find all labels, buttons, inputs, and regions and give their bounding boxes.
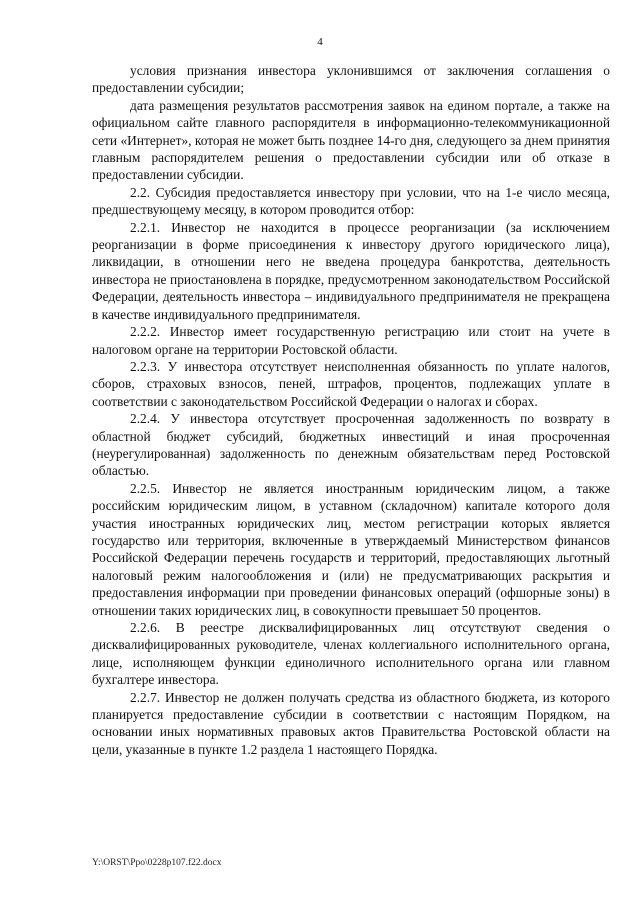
paragraph-2-2-5: 2.2.5. Инвестор не является иностранным юридическим лицом, а также российским юридическим лицом, в уставном (складочном) капитале которого доля участия иностранных юридических лиц, местом регистрации которых является государство или территория, включенные в утверждаемый Министерством финансов Российской Федерации перечень государств и территорий, предоставляющих льготный налоговый режим налогообложения и (или) не предусматривающих раскрытия и предоставления информации при проведении финансовых операций (офшорные зоны) в отношении таких юридических лиц, в совокупности превышает 50 процентов.	[92, 480, 610, 618]
paragraph-2-2-4: 2.2.4. У инвестора отсутствует просроченная задолженность по возврату в областной бюджет субсидий, бюджетных инвестиций и иная просроченная (неурегулированная) задолженность по денежным обязательствам перед Ростовской областью.	[92, 411, 610, 479]
paragraph-2-2-2: 2.2.2. Инвестор имеет государственную регистрацию или стоит на учете в налоговом органе на территории Ростовской области.	[92, 324, 610, 357]
paragraph-bid-evasion-conditions: условия признания инвестора уклонившимся от заключения соглашения о предоставлении субсидии;	[92, 63, 610, 96]
paragraph-2-2-3: 2.2.3. У инвестора отсутствует неисполненная обязанность по уплате налогов, сборов, страховых взносов, пеней, штрафов, процентов, подлежащих уплате в соответствии с законодательством Российской Федерации о налогах и сборах.	[92, 358, 610, 409]
paragraph-2-2-1: 2.2.1. Инвестор не находится в процессе реорганизации (за исключением реорганизации в форме присоединения к инвестору другого юридического лица), ликвидации, в отношении него не введена процедура банкротства, деятельность инвестора не приостановлена в порядке, предусмотренном законодательством Российской Федерации, деятельность инвестора – индивидуального предпринимателя не прекращена в качестве индивидуального предпринимателя.	[92, 219, 610, 322]
page-number: 4	[317, 36, 323, 48]
document-body	[92, 62, 610, 758]
paragraph-results-publication-date: дата размещения результатов рассмотрения заявок на едином портале, а также на официальном сайте главного распорядителя в информационно-телекоммуникационной сети «Интернет», которая не может быть позднее 14-го дня, следующего за днем принятия главным распорядителем решения о предоставлении субсидии или об отказе в предоставлении субсидии.	[92, 97, 610, 183]
paragraph-2-2-7: 2.2.7. Инвестор не должен получать средства из областного бюджета, из которого планируется предоставление субсидии в соответствии с настоящим Порядком, на основании иных нормативных правовых актов Правительства Ростовской области на цели, указанные в пункте 1.2 раздела 1 настоящего Порядка.	[92, 689, 610, 757]
footer-file-path: Y:\ORST\Ppo\0228p107.f22.docx	[92, 858, 222, 868]
paragraph-2-2-6: 2.2.6. В реестре дисквалифицированных лиц отсутствуют сведения о дисквалифицированных руководителе, членах коллегиального исполнительного органа, лице, исполняющем функции единоличного исполнительного органа или главном бухгалтере инвестора.	[92, 620, 610, 688]
paragraph-2-2: 2.2. Субсидия предоставляется инвестору при условии, что на 1-е число месяца, предшествующему месяцу, в котором проводится отбор:	[92, 184, 610, 218]
